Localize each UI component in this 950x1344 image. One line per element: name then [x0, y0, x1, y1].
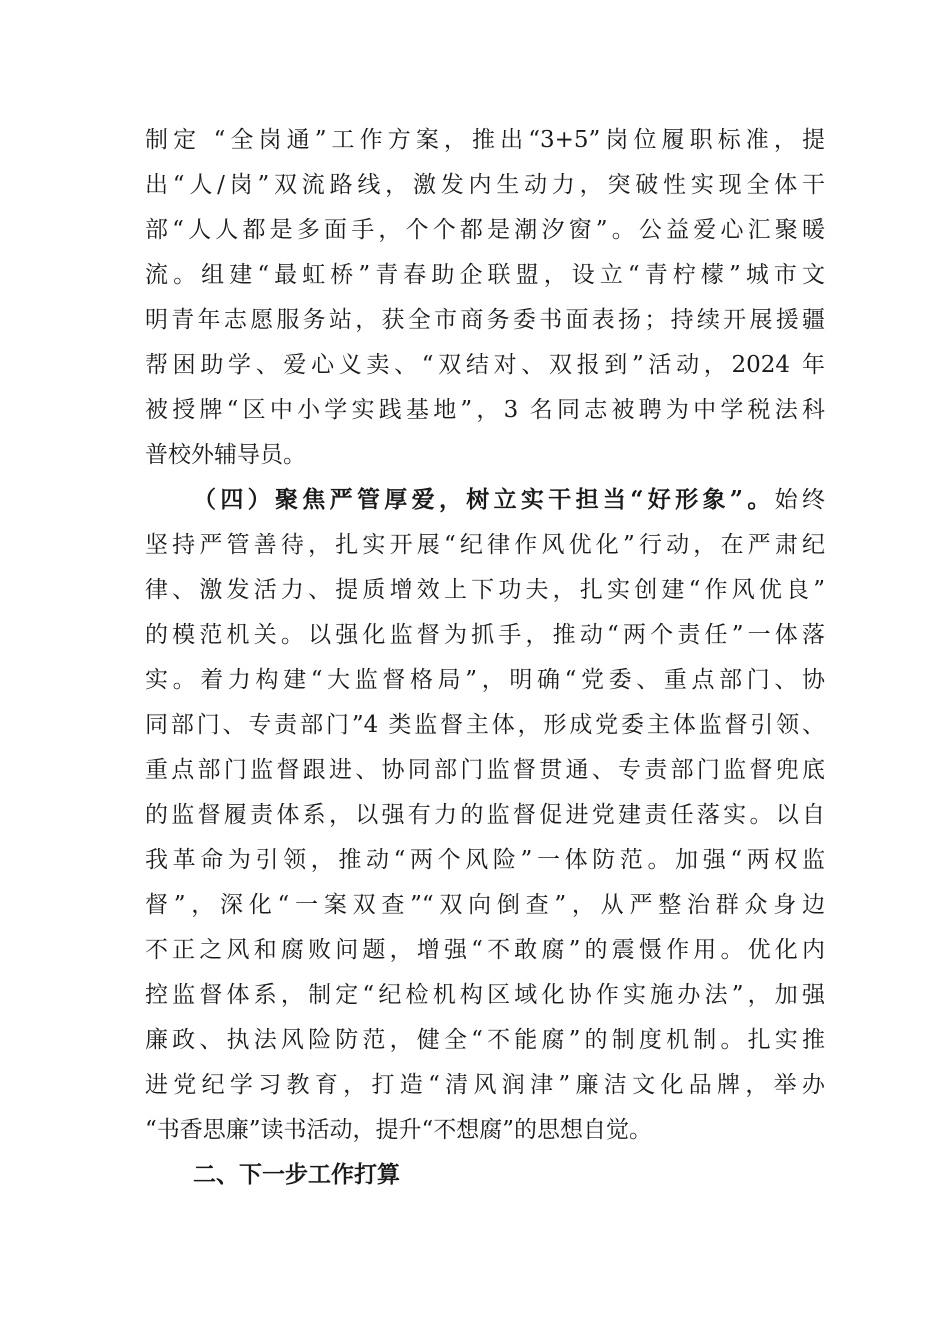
body-text-line: “书香思廉”读书活动，提升“不想腐”的思想自觉。 [145, 1117, 653, 1143]
body-text-line: 部“人人都是多面手，个个都是潮汐窗”。公益爱心汇聚暖 [145, 217, 825, 243]
body-text-line: 出“人/岗”双流路线，激发内生动力，突破性实现全体干 [145, 172, 825, 198]
subsection-heading-line [193, 485, 825, 515]
body-text-line: 进党纪学习教育，打造“清风润津”廉洁文化品牌，举办 [145, 1072, 825, 1098]
body-text-line: 明青年志愿服务站，获全市商务委书面表扬；持续开展援疆 [145, 307, 825, 333]
body-text-line: 的模范机关。以强化监督为抓手，推动“两个责任”一体落 [145, 622, 825, 648]
body-text-line: 不正之风和腐败问题，增强“不敢腐”的震慑作用。优化内 [145, 937, 825, 963]
body-text-line: 普校外辅导员。 [145, 442, 306, 468]
body-text-line: 控监督体系，制定“纪检机构区域化协作实施办法”，加强 [145, 982, 825, 1008]
body-text-line: 流。组建“最虹桥”青春助企联盟，设立“青柠檬”城市文 [145, 262, 825, 288]
subsection-heading: （四）聚焦严管厚爱，树立实干担当“好形象”。 [193, 486, 775, 513]
section-heading: 二、下一步工作打算 [193, 1162, 400, 1188]
body-text-line: 律、激发活力、提质增效上下功夫，扎实创建“作风优良” [145, 577, 825, 603]
body-text-run: 始终 [774, 487, 825, 513]
body-text-line: 制定 “全岗通”工作方案，推出“3+5”岗位履职标准，提 [145, 127, 825, 153]
body-text-line: 重点部门监督跟进、协同部门监督贯通、专责部门监督兜底 [145, 757, 825, 783]
body-text-line: 帮困助学、爱心义卖、“双结对、双报到”活动，2024 年 [145, 352, 825, 378]
body-text-line: 督”，深化“一案双查”“双向倒查”，从严整治群众身边 [145, 892, 825, 918]
body-text-line: 实。着力构建“大监督格局”，明确“党委、重点部门、协 [145, 667, 825, 693]
body-text-line: 同部门、专责部门”4 类监督主体，形成党委主体监督引领、 [145, 712, 825, 738]
body-text-line: 的监督履责体系，以强有力的监督促进党建责任落实。以自 [145, 802, 825, 828]
body-text-line: 廉政、执法风险防范，健全“不能腐”的制度机制。扎实推 [145, 1027, 825, 1053]
body-text-line: 被授牌“区中小学实践基地”，3 名同志被聘为中学税法科 [145, 397, 825, 423]
body-text-line: 我革命为引领，推动“两个风险”一体防范。加强“两权监 [145, 847, 825, 873]
body-text-line: 坚持严管善待，扎实开展“纪律作风优化”行动，在严肃纪 [145, 532, 825, 558]
